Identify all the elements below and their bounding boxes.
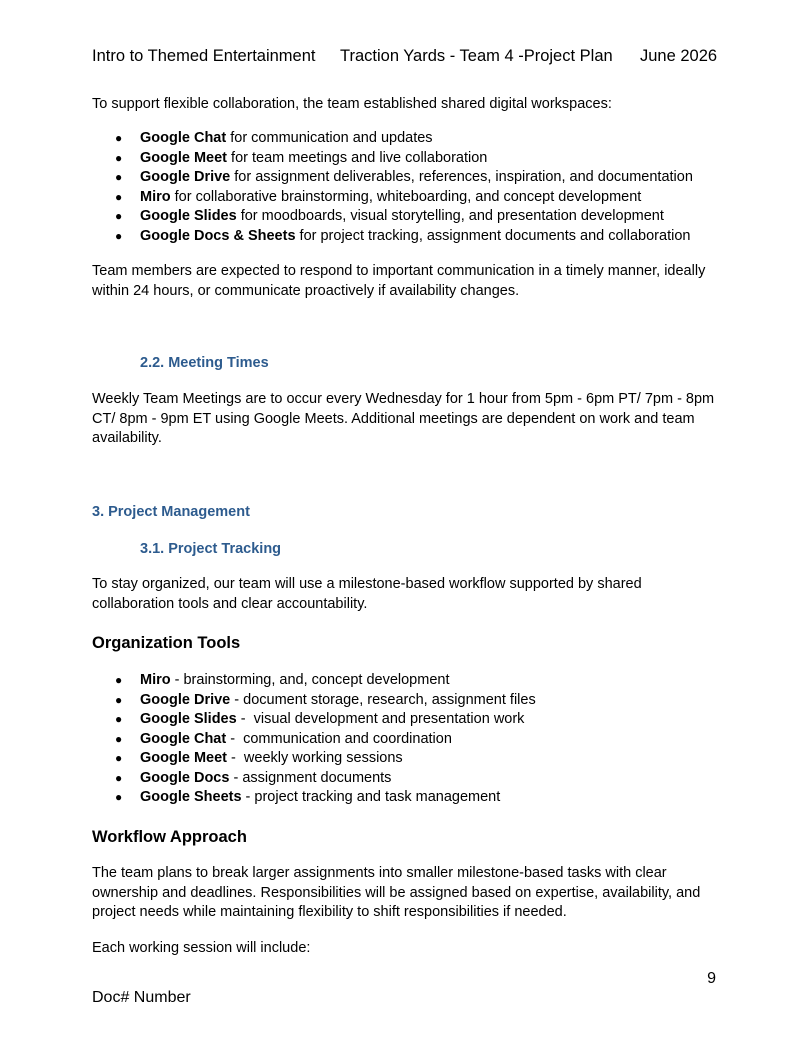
tool-description: for assignment deliverables, references, inspiration, and documentation [230,169,693,185]
intro-paragraph: To support flexible collaboration, the team established shared digital workspaces: [92,96,612,112]
response-paragraph: Team members are expected to respond to important communication in a timely manner, ideally within 24 hours, or communicate proactively if availability changes. [92,263,706,299]
org-tool-item [0,769,536,789]
org-tool-item [0,788,536,808]
tool-name: Google Slides [140,711,237,727]
tool-description: - project tracking and task management [241,789,501,805]
bullet-icon: ● [115,189,123,204]
workspace-item [0,168,693,188]
bullet-icon: ● [115,150,123,165]
tool-name: Google Chat [140,130,227,146]
workspace-item [0,129,693,149]
bullet-icon: ● [115,751,123,765]
bullet-icon: ● [115,731,123,746]
tool-name: Google Docs [140,769,230,786]
session-paragraph: Each working session will include: [92,940,311,956]
page-number: 9 [707,970,716,987]
organization-tools-heading: Organization Tools [92,634,241,652]
workspace-item [0,207,693,227]
header-project: Traction Yards - Team 4 -Project Plan [340,47,613,65]
tool-description: for team meetings and live collaboration [227,149,488,166]
tool-name: Google Meet [140,149,228,166]
tool-name: Google Docs & Sheets [140,227,296,244]
bullet-icon: ● [115,790,123,804]
workspace-item [0,227,693,247]
bullet-icon: ● [115,770,123,785]
bullet-icon: ● [115,692,123,707]
workflow-approach-heading: Workflow Approach [92,828,247,846]
tool-name: Miro [140,672,171,688]
tool-name: Google Chat [140,730,227,747]
tool-description: - weekly working sessions [227,750,403,766]
tool-description: - visual development and presentation work [236,711,525,727]
workspaces-list [0,129,693,246]
tool-name: Google Sheets [140,789,242,805]
bullet-icon: ● [115,209,123,223]
org-tool-item [0,710,536,730]
org-tool-item [0,691,536,711]
workspace-item [0,149,693,169]
header-course: Intro to Themed Entertainment [92,47,316,65]
org-tool-item [0,730,536,750]
organization-tools-list [0,671,536,808]
bullet-icon: ● [115,131,123,145]
footer-doc-number: Doc# Number [92,989,191,1006]
tool-description: for moodboards, visual storytelling, and presentation development [236,208,664,224]
org-tool-item [0,671,536,691]
bullet-icon: ● [115,712,123,726]
org-tool-item [0,749,536,769]
tool-description: - communication and coordination [226,730,452,747]
tool-name: Google Drive [140,691,231,708]
tracking-paragraph: To stay organized, our team will use a milestone-based workflow supported by shared collaboration tools and clear accountability. [92,576,642,612]
tool-description: for communication and updates [226,130,433,146]
tool-name: Google Meet [140,750,228,766]
workspace-item [0,188,693,208]
header-date: June 2026 [640,47,718,65]
tool-name: Miro [140,188,171,205]
bullet-icon: ● [115,228,123,243]
meeting-times-heading: 2.2. Meeting Times [140,355,269,371]
tool-description: - document storage, research, assignment files [230,691,536,708]
tool-name: Google Slides [140,208,237,224]
tool-name: Google Drive [140,169,231,185]
tool-description: for collaborative brainstorming, whiteboarding, and concept development [170,188,642,205]
meeting-paragraph: Weekly Team Meetings are to occur every Wednesday for 1 hour from 5pm - 6pm PT/ 7pm - 8pm CT/ 8pm - 9pm ET using Google Meets. Additional meetings are dependent on work and team availability. [92,391,715,446]
tool-description: for project tracking, assignment documents and collaboration [295,227,691,244]
project-tracking-heading: 3.1. Project Tracking [140,541,282,557]
tool-description: - brainstorming, and, concept development [170,672,450,688]
bullet-icon: ● [115,170,123,184]
bullet-icon: ● [115,673,123,687]
project-management-heading: 3. Project Management [92,504,250,520]
workflow-paragraph: The team plans to break larger assignments into smaller milestone-based tasks with clear ownership and deadlines. Responsibilities will be assigned based on expertise, availability, and project needs while maintaining flexibility to shift responsibilities if needed. [92,865,701,920]
tool-description: - assignment documents [229,769,392,786]
